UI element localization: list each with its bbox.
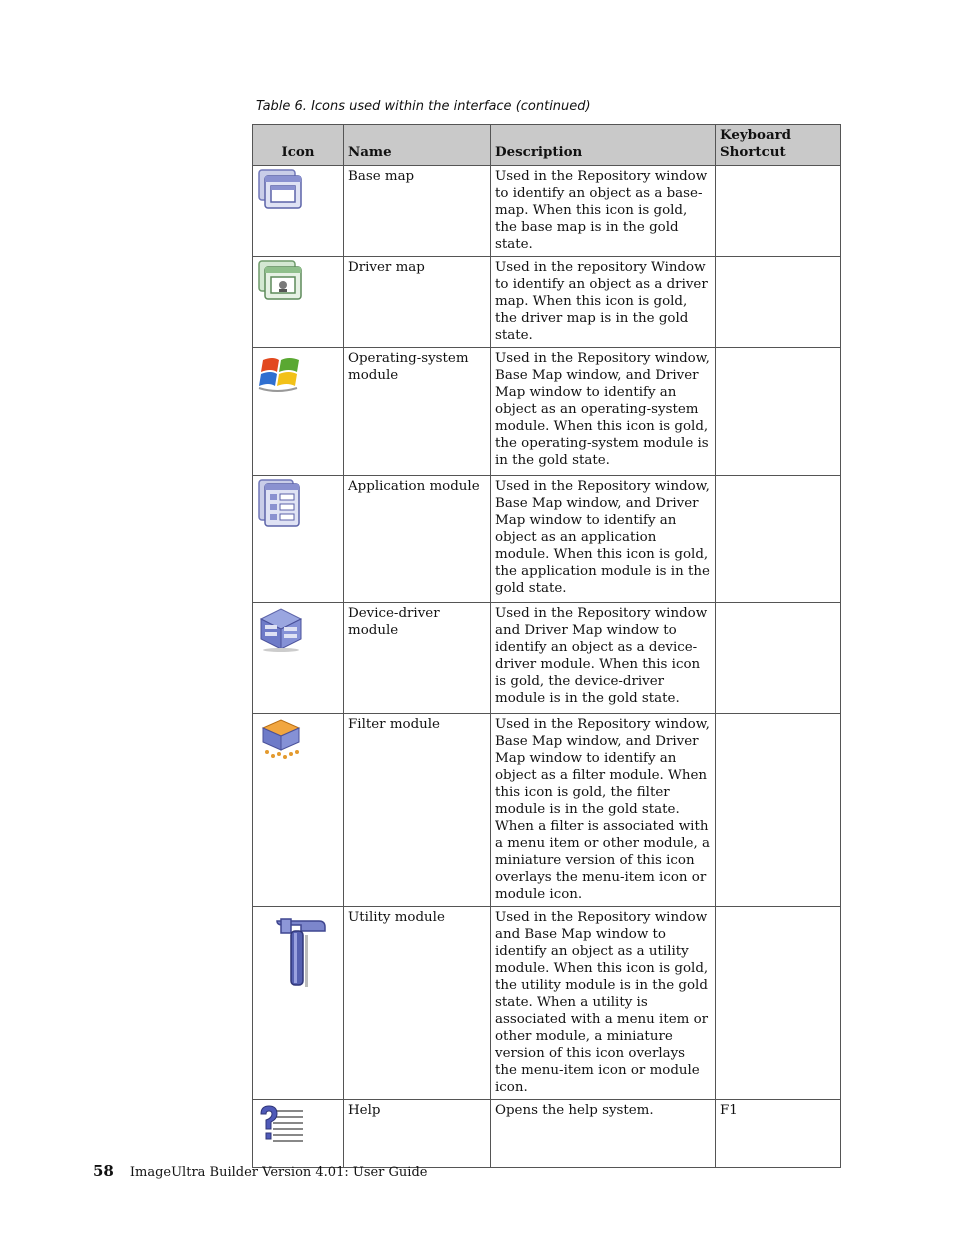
help-icon [257, 1102, 305, 1146]
header-shortcut-line1: Keyboard [720, 127, 792, 143]
row-shortcut [716, 907, 841, 1100]
footer-title: ImageUltra Builder Version 4.01: User Guide [129, 1165, 428, 1180]
filter-module-icon [257, 716, 305, 762]
row-name: Operating-system module [344, 348, 491, 476]
table-row [253, 714, 841, 907]
table-row [253, 907, 841, 1100]
icon-cell [253, 166, 344, 257]
icon-cell [253, 714, 344, 907]
row-shortcut [716, 166, 841, 257]
row-description: Used in the Repository window and Base Map window to identify an object as a utility module. When this icon is gold, the utility module is in the gold state. When a utility is associated with a menu item or other module, a miniature version of this icon overlays the menu-item icon or module icon. [491, 907, 716, 1100]
icons-table [252, 124, 841, 1168]
page-footer [93, 1162, 427, 1180]
page-number: 58 [93, 1162, 114, 1180]
header-shortcut [716, 125, 841, 166]
row-name: Base map [344, 166, 491, 257]
header-name: Name [344, 125, 491, 166]
row-name: Help [344, 1100, 491, 1168]
row-name: Filter module [344, 714, 491, 907]
row-shortcut [716, 714, 841, 907]
row-name: Device-driver module [344, 603, 491, 714]
driver-map-icon [257, 259, 305, 305]
table-row [253, 348, 841, 476]
table-row [253, 257, 841, 348]
row-description: Used in the Repository window and Driver Map window to identify an object as a device-driver module. When this icon is gold, the device-driver module is in the gold state. [491, 603, 716, 714]
header-shortcut-line2: Shortcut [720, 144, 786, 160]
row-name: Driver map [344, 257, 491, 348]
table-row [253, 476, 841, 603]
table-row [253, 603, 841, 714]
row-shortcut [716, 348, 841, 476]
icon-cell [253, 257, 344, 348]
application-module-icon [257, 478, 305, 528]
row-shortcut [716, 603, 841, 714]
device-driver-module-icon [257, 605, 305, 653]
row-description: Opens the help system. [491, 1100, 716, 1168]
header-icon: Icon [253, 125, 344, 166]
icon-cell [253, 1100, 344, 1168]
table-header-row [253, 125, 841, 166]
row-description: Used in the Repository window, Base Map window, and Driver Map window to identify an object as an application module. When this icon is gold, the application module is in the gold state. [491, 476, 716, 603]
row-shortcut: F1 [716, 1100, 841, 1168]
utility-module-icon [271, 917, 327, 991]
table-row [253, 166, 841, 257]
table-caption: Table 6. Icons used within the interface (continued) [256, 99, 591, 114]
header-description: Description [491, 125, 716, 166]
icon-cell [253, 603, 344, 714]
icon-cell [253, 476, 344, 603]
row-description: Used in the repository Window to identify an object as a driver map. When this icon is gold, the driver map is in the gold state. [491, 257, 716, 348]
table-row [253, 1100, 841, 1168]
base-map-icon [257, 168, 305, 214]
row-name: Application module [344, 476, 491, 603]
row-description: Used in the Repository window to identify an object as a base-map. When this icon is gold, the base map is in the gold state. [491, 166, 716, 257]
row-name: Utility module [344, 907, 491, 1100]
operating-system-module-icon [257, 350, 305, 396]
icon-cell [253, 907, 344, 1100]
row-shortcut [716, 476, 841, 603]
row-shortcut [716, 257, 841, 348]
icon-cell [253, 348, 344, 476]
row-description: Used in the Repository window, Base Map window, and Driver Map window to identify an object as an operating-system module. When this icon is gold, the operating-system module is in the gold state. [491, 348, 716, 476]
row-description: Used in the Repository window, Base Map window, and Driver Map window to identify an object as a filter module. When this icon is gold, the filter module is in the gold state. When a filter is associated with a menu item or other module, a miniature version of this icon overlays the menu-item icon or module icon. [491, 714, 716, 907]
